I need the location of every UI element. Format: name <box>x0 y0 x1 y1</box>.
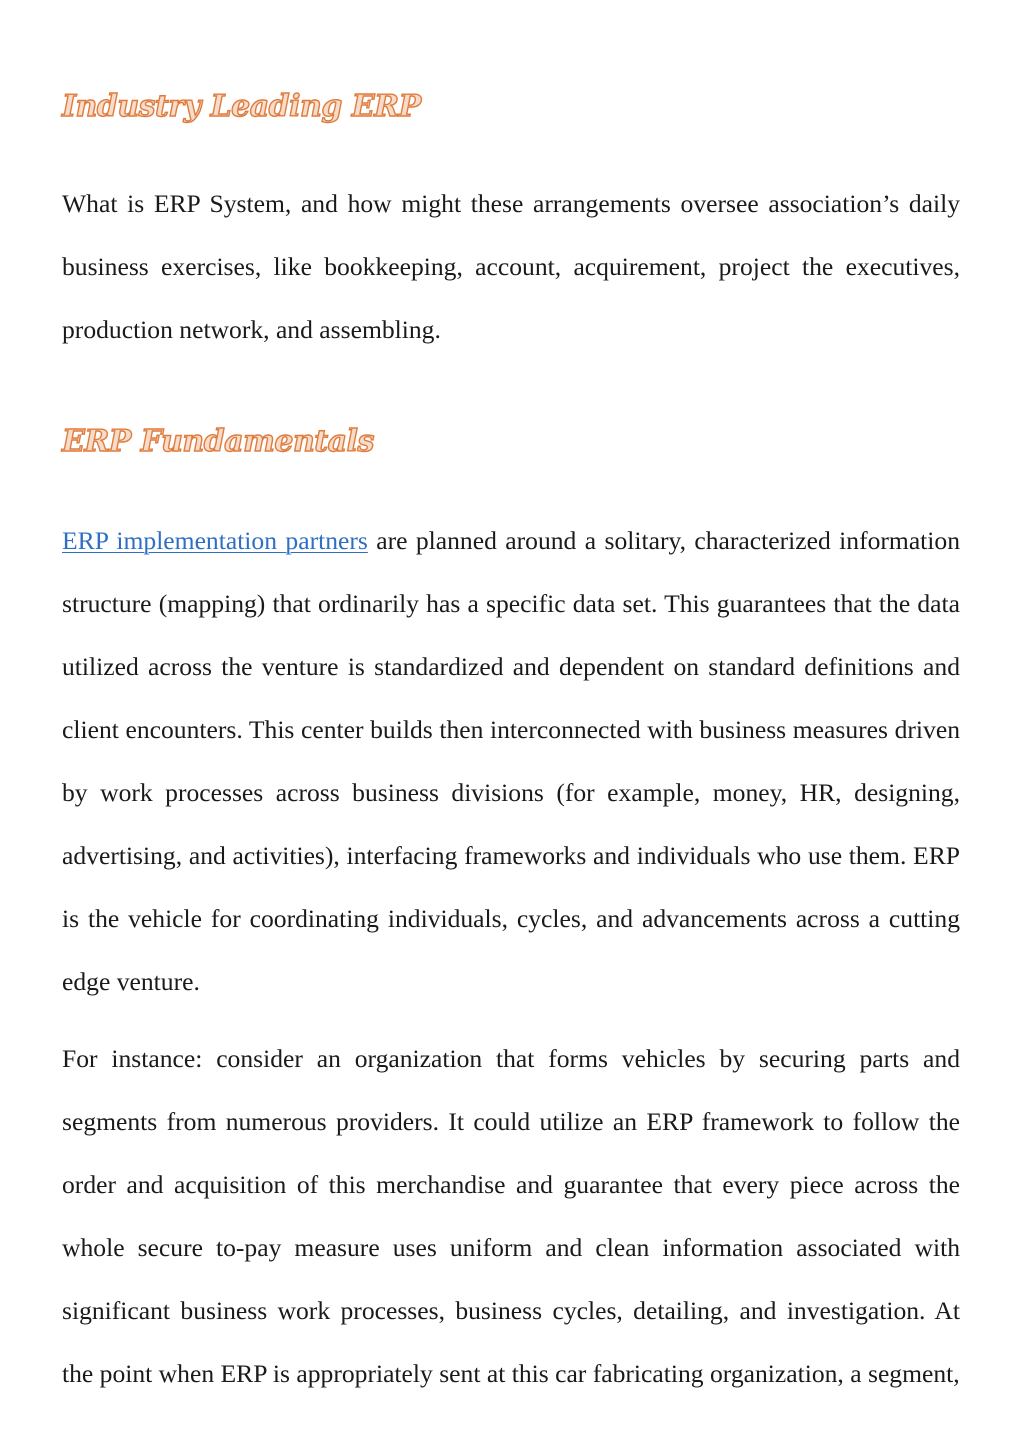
section-heading-industry-leading-erp: Industry Leading ERP <box>62 89 421 124</box>
section-heading-erp-fundamentals: ERP Fundamentals <box>62 424 374 459</box>
example-paragraph: For instance: consider an organization that forms vehicles by securing parts and segments from numerous providers. It could utilize an ERP framework to follow the order and acquisition of this merchandise and guarantee that every piece across the whole secure to-pay measure uses uniform and clean information associated with significant business work processes, business cycles, detailing, and investigation. At the point when ERP is appropriately sent at this car fabricating organization, a segment, <box>62 1044 960 1388</box>
document-page <box>62 89 960 1405</box>
fundamentals-paragraph-text: are planned around a solitary, characterized information structure (mapping) that ordinarily has a specific data set. This guarantees that the data utilized across the venture is standardized and dependent on standard definitions and client encounters. This center builds then interconnected with business measures driven by work processes across business divisions (for example, money, HR, designing, advertising, and activities), interfacing frameworks and individuals who use them. ERP is the vehicle for coordinating individuals, cycles, and advancements across a cutting edge venture. <box>62 526 960 996</box>
fundamentals-paragraph <box>62 509 960 1013</box>
intro-paragraph: What is ERP System, and how might these arrangements oversee association’s daily business exercises, like bookkeeping, account, acquirement, project the executives, production network, and assembling. <box>62 189 960 344</box>
erp-implementation-partners-link[interactable]: ERP implementation partners <box>62 526 368 555</box>
